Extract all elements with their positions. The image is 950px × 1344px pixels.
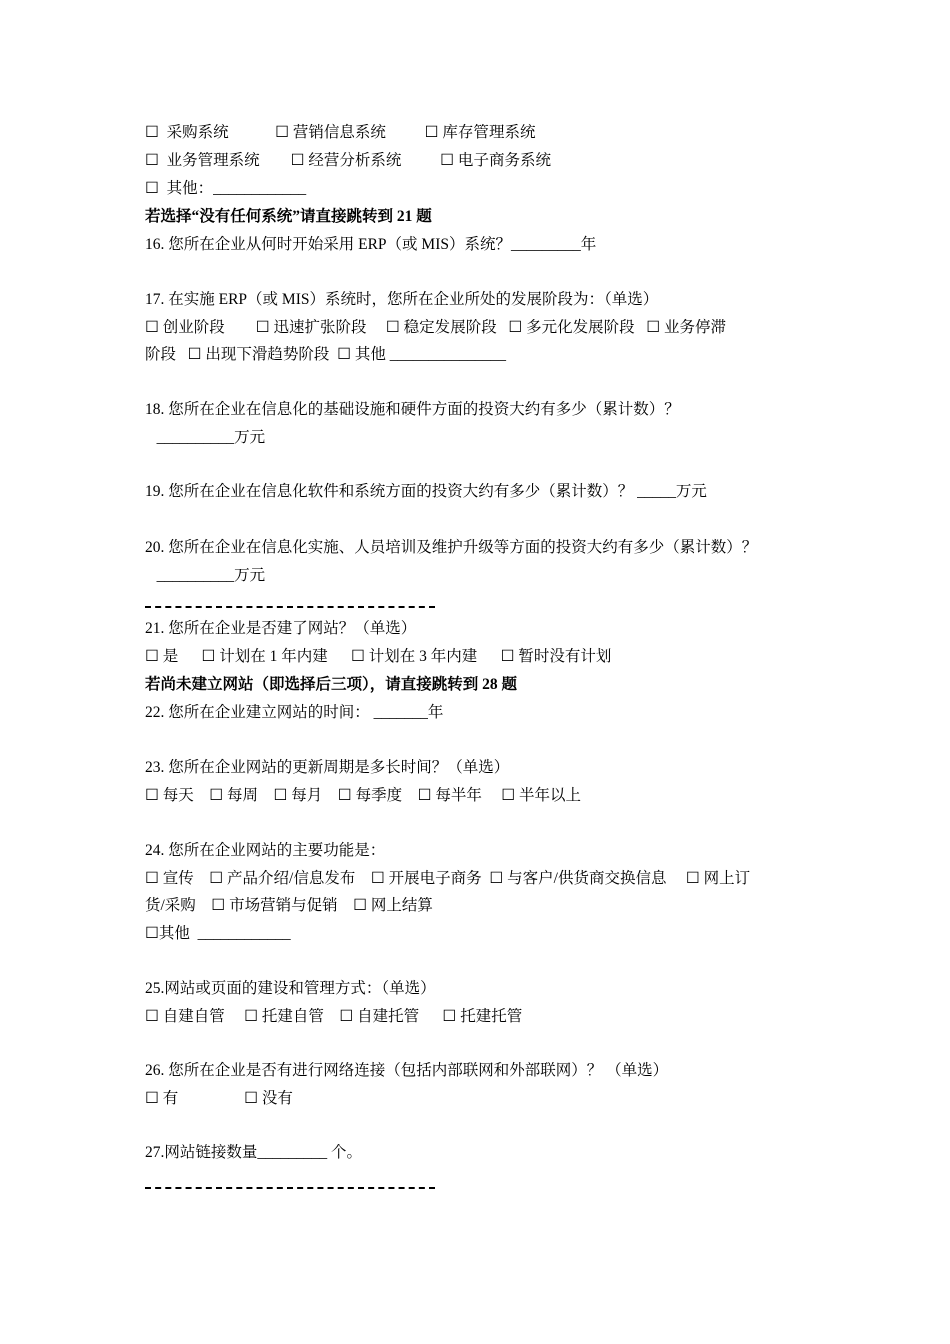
question-16: 16. 您所在企业从何时开始采用 ERP（或 MIS）系统？_________年: [145, 236, 597, 253]
question-24-options-row-2: 货/采购 ☐ 市场营销与促销 ☐ 网上结算: [145, 897, 433, 914]
question-25-options: ☐ 自建自管 ☐ 托建自管 ☐ 自建托管 ☐ 托建托管: [145, 1008, 523, 1025]
question-17: 17. 在实施 ERP（或 MIS）系统时，您所在企业所处的发展阶段为：（单选）: [145, 291, 659, 308]
skip-instruction-21: 若选择“没有任何系统”请直接跳转到 21 题: [145, 208, 432, 225]
system-options-row-2: ☐ 业务管理系统 ☐ 经营分析系统 ☐ 电子商务系统: [145, 152, 551, 169]
question-24-other: ☐其他 ____________: [145, 925, 291, 942]
question-26-options: ☐ 有 ☐ 没有: [145, 1090, 293, 1107]
question-26: 26. 您所在企业是否有进行网络连接（包括内部联网和外部联网）？ （单选）: [145, 1062, 669, 1079]
section-divider: [145, 606, 435, 608]
question-20-answer: __________万元: [145, 567, 266, 584]
system-options-row-1: ☐ 采购系统 ☐ 营销信息系统 ☐ 库存管理系统: [145, 124, 536, 141]
question-25: 25.网站或页面的建设和管理方式：（单选）: [145, 980, 436, 997]
question-17-options-row-2: 阶段 ☐ 出现下滑趋势阶段 ☐ 其他 _______________: [145, 346, 507, 363]
question-27: 27.网站链接数量_________ 个。: [145, 1144, 363, 1161]
question-18-answer: __________万元: [145, 429, 266, 446]
question-20: 20. 您所在企业在信息化实施、人员培训及维护升级等方面的投资大约有多少（累计数）？: [145, 539, 758, 556]
question-24: 24. 您所在企业网站的主要功能是：: [145, 842, 386, 859]
question-21: 21. 您所在企业是否建了网站？（单选）: [145, 620, 417, 637]
question-21-options: ☐ 是 ☐ 计划在 1 年内建 ☐ 计划在 3 年内建 ☐ 暂时没有计划: [145, 648, 612, 665]
question-17-options-row-1: ☐ 创业阶段 ☐ 迅速扩张阶段 ☐ 稳定发展阶段 ☐ 多元化发展阶段 ☐ 业务停滞: [145, 319, 726, 336]
question-23: 23. 您所在企业网站的更新周期是多长时间？（单选）: [145, 759, 510, 776]
section-divider-bottom: [145, 1187, 435, 1189]
question-23-options: ☐ 每天 ☐ 每周 ☐ 每月 ☐ 每季度 ☐ 每半年 ☐ 半年以上: [145, 787, 581, 804]
question-24-options-row-1: ☐ 宣传 ☐ 产品介绍/信息发布 ☐ 开展电子商务 ☐ 与客户/供货商交换信息 ☐ 网上订: [145, 870, 751, 887]
question-19: 19. 您所在企业在信息化软件和系统方面的投资大约有多少（累计数）？ _____万元: [145, 483, 707, 500]
system-options-other: ☐ 其他：____________: [145, 180, 307, 197]
question-22: 22. 您所在企业建立网站的时间： _______年: [145, 704, 444, 721]
question-18: 18. 您所在企业在信息化的基础设施和硬件方面的投资大约有多少（累计数）？: [145, 401, 680, 418]
skip-instruction-28: 若尚未建立网站（即选择后三项），请直接跳转到 28 题: [145, 676, 518, 693]
